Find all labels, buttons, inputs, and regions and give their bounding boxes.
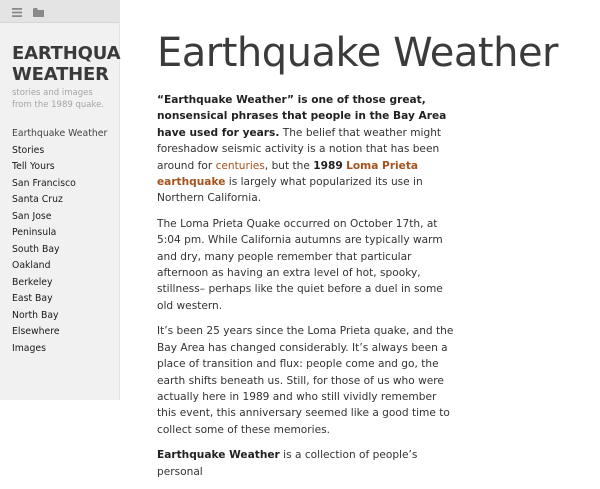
intro-bold-text: “Earthquake Weather” is one of those great, nonsensical phrases that people in the Bay Area have used for years. [157,94,447,139]
intro-year: 1989 [313,159,343,172]
site-tagline: stories and images from the 1989 quake. [12,88,105,110]
nav-item-berkeley[interactable]: Berkeley [12,276,53,288]
sidebar-nav [12,126,107,357]
paragraph-3: It’s been 25 years since the Loma Prieta quake, and the Bay Area has changed considerably. It’s always been a place of transition and flux: people come and go, the earth shifts beneath us. Still, for those of us who were actually here in 1989 and who still vividly remember this event, this anniversary seemed like a good time to collect some of these memories. [157,325,454,436]
intro-text-4: is largely what popularized its use in Northern California. [157,176,423,205]
nav-item-north-bay[interactable]: North Bay [12,309,59,321]
paragraph-2: The Loma Prieta Quake occurred on October 17th, at 5:04 pm. While California autumns are typically warm and dry, many people remember that particular afternoon as having an extra level of hot, spooky, stillness– perhaps like the quiet before a duel in some old western. [157,217,443,312]
paragraph-4 [157,447,457,480]
intro-text-2: , but the [264,159,314,172]
loma-prieta-earthquake-link[interactable]: Loma Prieta earthquake [157,159,419,189]
nav-item-peninsula[interactable]: Peninsula [12,227,57,238]
nav-item-images[interactable]: Images [12,342,46,354]
nav-item-oakland[interactable]: Oakland [12,260,51,271]
page-title: Earthquake Weather [157,30,558,76]
nav-item-earthquake-weather[interactable]: Earthquake Weather [12,128,108,139]
nav-item-san-francisco[interactable]: San Francisco [12,177,76,189]
p4-text: is a collection of people’s personal [157,449,418,478]
site-title-line-1: EARTHQUA [12,43,121,64]
intro-text-1: The belief that weather might foreshadow seismic activity is a notion that has been around for [157,126,442,172]
nav-item-san-jose[interactable]: San Jose [12,210,52,222]
centuries-link[interactable]: centuries [215,159,265,172]
folder-icon[interactable] [33,2,44,21]
hamburger-menu-icon[interactable] [12,2,22,21]
nav-item-east-bay[interactable]: East Bay [12,293,53,304]
main-content [157,30,558,489]
site-title[interactable] [12,43,120,85]
paragraph-intro [157,92,457,207]
nav-item-elsewhere[interactable]: Elsewhere [12,326,60,337]
site-title-line-2: WEATHER [12,64,109,85]
nav-item-south-bay[interactable]: South Bay [12,243,60,255]
sidebar-toolbar [0,0,119,23]
sidebar [0,0,120,400]
nav-item-tell-yours[interactable]: Tell Yours [12,161,55,172]
nav-item-santa-cruz[interactable]: Santa Cruz [12,194,63,205]
p4-bold-text: Earthquake Weather [157,449,280,462]
nav-item-stories[interactable]: Stories [12,144,45,156]
article-body [157,92,457,480]
